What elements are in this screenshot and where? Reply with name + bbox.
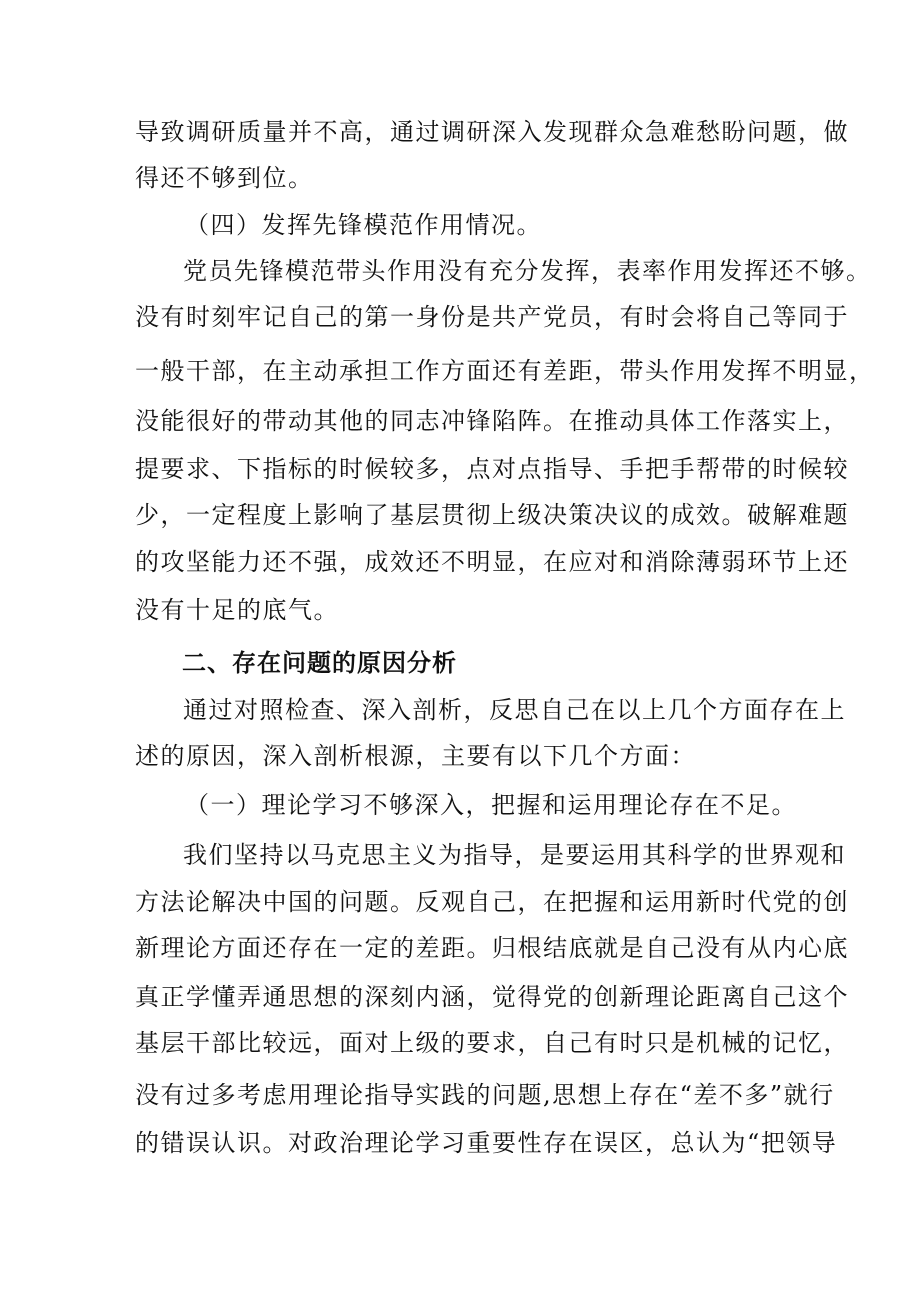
- paragraph-line: 真正学懂弄通思想的深刻内涵，觉得党的创新理论距离自己这个: [135, 983, 849, 1011]
- paragraph-line: 的攻坚能力还不强，成效还不明显，在应对和消除薄弱环节上还: [135, 548, 849, 576]
- paragraph-line: 述的原因，深入剖析根源，主要有以下几个方面：: [135, 742, 696, 770]
- paragraph-line: 方法论解决中国的问题。反观自己，在把握和运用新时代党的创: [135, 888, 849, 916]
- section-subheading: （四）发挥先锋模范作用情况。: [185, 211, 542, 239]
- paragraph-line: 提要求、下指标的时候较多，点对点指导、手把手帮带的时候较: [135, 455, 849, 483]
- paragraph-line: 没有时刻牢记自己的第一身份是共产党员，有时会将自己等同于: [135, 303, 849, 331]
- paragraph-line: 得还不够到位。: [135, 164, 314, 192]
- paragraph-line: 的错误认识。对政治理论学习重要性存在误区，总认为“把领导: [135, 1129, 838, 1157]
- paragraph-line: 少，一定程度上影响了基层贯彻上级决策决议的成效。破解难题: [135, 501, 849, 529]
- paragraph-line: 没有十足的底气。: [135, 596, 339, 624]
- paragraph-line: 没能很好的带动其他的同志冲锋陷阵。在推动具体工作落实上，: [135, 407, 849, 435]
- paragraph-line: 导致调研质量并不高，通过调研深入发现群众急难愁盼问题，做: [135, 118, 849, 146]
- section-heading: 二、存在问题的原因分析: [182, 649, 457, 677]
- section-subheading: （一）理论学习不够深入，把握和运用理论存在不足。: [185, 791, 797, 819]
- paragraph-line: 没有过多考虑用理论指导实践的问题,思想上存在“差不多”就行: [135, 1081, 835, 1109]
- paragraph-line: 基层干部比较远，面对上级的要求，自己有时只是机械的记忆，: [135, 1029, 849, 1057]
- paragraph-line: 党员先锋模范带头作用没有充分发挥，表率作用发挥还不够。: [183, 257, 872, 285]
- paragraph-line: 一般干部，在主动承担工作方面还有差距，带头作用发挥不明显，: [135, 357, 875, 385]
- paragraph-line: 新理论方面还存在一定的差距。归根结底就是自己没有从内心底: [135, 934, 849, 962]
- paragraph-line: 我们坚持以马克思主义为指导，是要运用其科学的世界观和: [183, 841, 846, 869]
- paragraph-line: 通过对照检查、深入剖析，反思自己在以上几个方面存在上: [183, 696, 846, 724]
